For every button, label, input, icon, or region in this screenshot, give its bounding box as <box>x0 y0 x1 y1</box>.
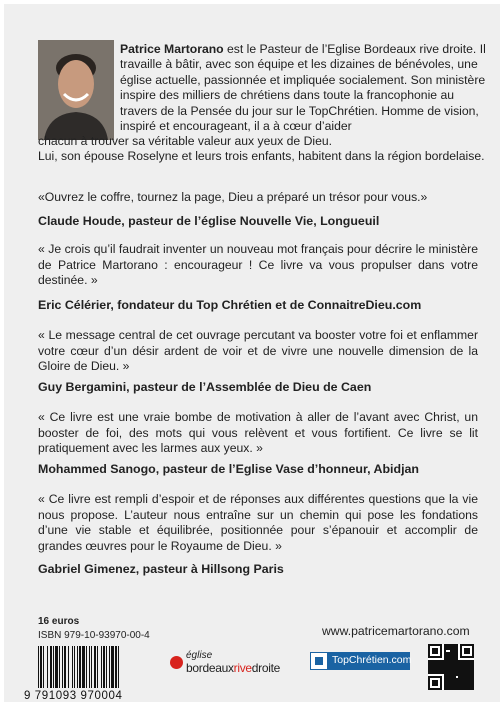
topchretien-logo-icon <box>310 652 328 670</box>
endorsement-quote: « Ce livre est une vraie bombe de motivation à aller de l’avant avec Christ, un booster de foi, des mots qui vous relèvent et vous fortifient. Ce livre se lit pratiquement avec les larmes aux yeux. » <box>38 410 478 456</box>
church-logo-part: droite <box>251 661 280 675</box>
qr-code <box>428 644 474 690</box>
author-bio-text: est le Pasteur de l’Eglise Bordeaux rive droite. Il travaille à bâtir, avec son équipe et les dizaines de bénévoles, une église actuelle, passionnée et impliquée socialement. Son ministère inspire des milliers de chrétiens dans toute la francophonie au travers de la Pensée du jour sur le TopChrétien. Homme de vision, inspiré et encourageant, il a à cœur d’aider <box>120 42 486 134</box>
church-logo-part: bordeaux <box>186 661 234 675</box>
isbn: ISBN 979-10-93970-00-4 <box>38 630 150 641</box>
endorsement-quote: « Je crois qu’il faudrait inventer un nouveau mot français pour décrire le ministère de Patrice Martorano : encourageur ! Ce livre va vous propulser dans votre destinée. » <box>38 242 478 288</box>
church-logo-line1: église <box>186 650 213 661</box>
author-bio <box>120 42 488 134</box>
author-bio-family: Lui, son épouse Roselyne et leurs trois enfants, habitent dans la région bordelaise. <box>38 149 485 164</box>
barcode-digits: 9 791093 970004 <box>24 690 123 702</box>
endorsement-quote: «Ouvrez le coffre, tournez la page, Dieu a préparé un trésor pour vous.» <box>38 190 428 204</box>
author-name: Patrice Martorano <box>120 42 224 56</box>
endorsement-author: Gabriel Gimenez, pasteur à Hillsong Paris <box>38 562 284 576</box>
topchretien-logo <box>310 652 410 670</box>
church-logo <box>170 650 302 686</box>
church-logo-line2 <box>186 661 280 675</box>
website-url: www.patricemartorano.com <box>322 624 470 638</box>
endorsement-author: Guy Bergamini, pasteur de l’Assemblée de Dieu de Caen <box>38 380 372 394</box>
author-bio-continued <box>38 134 494 165</box>
church-logo-part: rive <box>233 661 252 675</box>
price: 16 euros <box>38 616 80 627</box>
book-back-cover <box>4 4 500 702</box>
endorsement-quote: « Le message central de cet ouvrage percutant va booster votre foi et enflammer votre cœur d’un désir ardent de voir et de vivre une nouvelle dimension de la Gloire de Dieu. » <box>38 328 478 374</box>
author-bio-line: chacun à trouver sa véritable valeur aux yeux de Dieu. <box>38 134 333 148</box>
author-photo <box>38 40 114 140</box>
church-logo-icon <box>170 656 183 669</box>
endorsement-author: Mohammed Sanogo, pasteur de l’Eglise Vase d’honneur, Abidjan <box>38 462 419 476</box>
endorsement-author: Eric Célérier, fondateur du Top Chrétien et de ConnaitreDieu.com <box>38 298 422 312</box>
endorsement-quote: « Ce livre est rempli d’espoir et de réponses aux différentes questions que la vie nous propose. L’auteur nous entraîne sur un chemin qui pose les fondations d’une vie stable et équilibrée, positionnée pour s’épanouir et accomplir de grandes œuvres pour le Royaume de Dieu. » <box>38 492 478 553</box>
endorsement-author: Claude Houde, pasteur de l’église Nouvelle Vie, Longueuil <box>38 214 380 228</box>
topchretien-logo-text: TopChrétien.com <box>332 654 412 666</box>
